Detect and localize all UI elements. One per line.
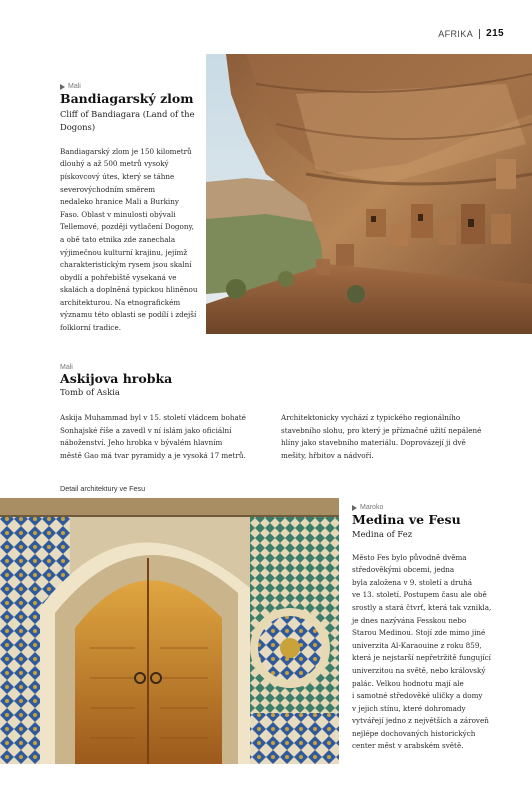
askia-column-2 [281, 412, 511, 462]
body-line: městě Gao má tvar pyramidy a je vysoká 17 metrů. [60, 450, 246, 460]
play-triangle-icon [60, 84, 65, 90]
askia-region: Mali [60, 364, 73, 371]
body-line: Starou Medinou. Stojí zde mimo jiné [352, 628, 486, 638]
body-line: Architektonicky vychází z typického regionálního [281, 413, 461, 422]
body-line: hlíny jako stavebního materiálu. Doprovázejí ji dvě [281, 438, 466, 448]
subtitle-line: Dogons) [60, 121, 96, 132]
body-line: obydlí a pohřebiště vysekaná ve [60, 272, 177, 282]
bandiagara-subtitle [60, 108, 206, 132]
body-line: srostly a stará čtvrť, která tak vznikla, [352, 602, 492, 612]
body-line: univerzitou na světě, nebo královský [352, 665, 486, 675]
body-line: vytvářejí jedno z největších a zároveň [352, 716, 489, 726]
askia-heading [60, 364, 280, 399]
bandiagara-title: Bandiagarský zlom [60, 91, 194, 106]
fez-architecture-photo [0, 498, 339, 764]
body-line: ve 13. století. Postupem času ale obě [352, 590, 487, 600]
askia-region-label [60, 364, 280, 371]
body-line: Faso. Oblast v minulosti obývali [60, 209, 176, 219]
header-divider [479, 29, 480, 39]
body-line: výjimečnou kulturní krajinu, jejímž [60, 247, 188, 257]
askia-column-1 [60, 412, 272, 462]
fez-section [352, 504, 522, 753]
fez-region: Maroko [360, 504, 384, 511]
body-line: skalách a doplněná typickou hliněnou [60, 285, 198, 295]
body-line: stavebního slohu, pro který je příznačné užití nepálené [281, 425, 482, 435]
body-line: Bandiagarský zlom je 150 kilometrů [60, 146, 192, 156]
bandiagara-body [60, 146, 206, 335]
body-line: dlouhý a až 500 metrů vysoký [60, 159, 169, 169]
body-line: architekturou. Na etnografickém [60, 297, 181, 307]
body-line: charakteristickým rysem jsou skalní [60, 260, 192, 270]
body-line: je dnes nazývána Fesskou nebo [352, 615, 467, 625]
body-line: folklorní tradice. [60, 323, 121, 333]
body-line: palác. Velkou hodnotu mají ale [352, 678, 464, 688]
bandiagara-region: Mali [68, 83, 81, 90]
body-line: nedaleko hranice Mali a Burkiny [60, 197, 179, 207]
bandiagara-section [60, 83, 206, 335]
subtitle-line: Cliff of Bandiagara (Land of the [60, 109, 195, 120]
fez-photo-caption: Detail architektury ve Fesu [60, 484, 146, 493]
body-line: a obě tato etnika zde zanechala [60, 234, 176, 244]
body-line: Tellemové, později vytlačení Dogony, [60, 222, 194, 232]
body-line: Město Fes bylo původně dvěma [352, 552, 467, 562]
body-line: v jejich stínu, které dohromady [352, 703, 466, 713]
body-line: mešity, hřbitov a nádvoří. [281, 450, 374, 460]
body-line: Sonhajské říše a zavedl v ní islám jako oficiální [60, 425, 232, 435]
body-line: Askija Muhammad byl v 15. století vládcem bohaté [60, 413, 246, 422]
body-line: i samotné středověké uličky a domy [352, 691, 483, 701]
askia-subtitle: Tomb of Askia [60, 387, 120, 398]
fez-title: Medina ve Fesu [352, 512, 461, 527]
body-line: center měst v arabském světě. [352, 741, 464, 751]
play-triangle-icon [352, 505, 357, 511]
bandiagara-cliff-photo [206, 54, 532, 334]
body-line: středověkými obcemi, jedna [352, 565, 455, 575]
body-line: severovýchodním směrem [60, 184, 156, 194]
body-line: významu této oblasti se podílí i zdejší [60, 310, 197, 320]
body-line: univerzita Al-Karaouine z roku 859, [352, 640, 482, 650]
fez-subtitle: Medina of Fez [352, 529, 413, 540]
body-line: která je nejstarší nepřetržitě fungující [352, 653, 491, 663]
body-line: byla založena v 9. století a druhá [352, 577, 473, 587]
page-number: 215 [486, 28, 504, 39]
running-head [438, 28, 504, 39]
section-name: AFRIKA [438, 28, 474, 39]
bandiagara-region-label [60, 83, 206, 90]
fez-region-label [352, 504, 522, 511]
body-line: pískovcový útes, který se táhne [60, 171, 175, 181]
body-line: náboženství. Jeho hrobka v bývalém hlavním [60, 438, 223, 448]
body-line: nejlépe dochovaných historických [352, 728, 476, 738]
askia-title: Askijova hrobka [60, 371, 173, 386]
fez-body [352, 552, 522, 754]
